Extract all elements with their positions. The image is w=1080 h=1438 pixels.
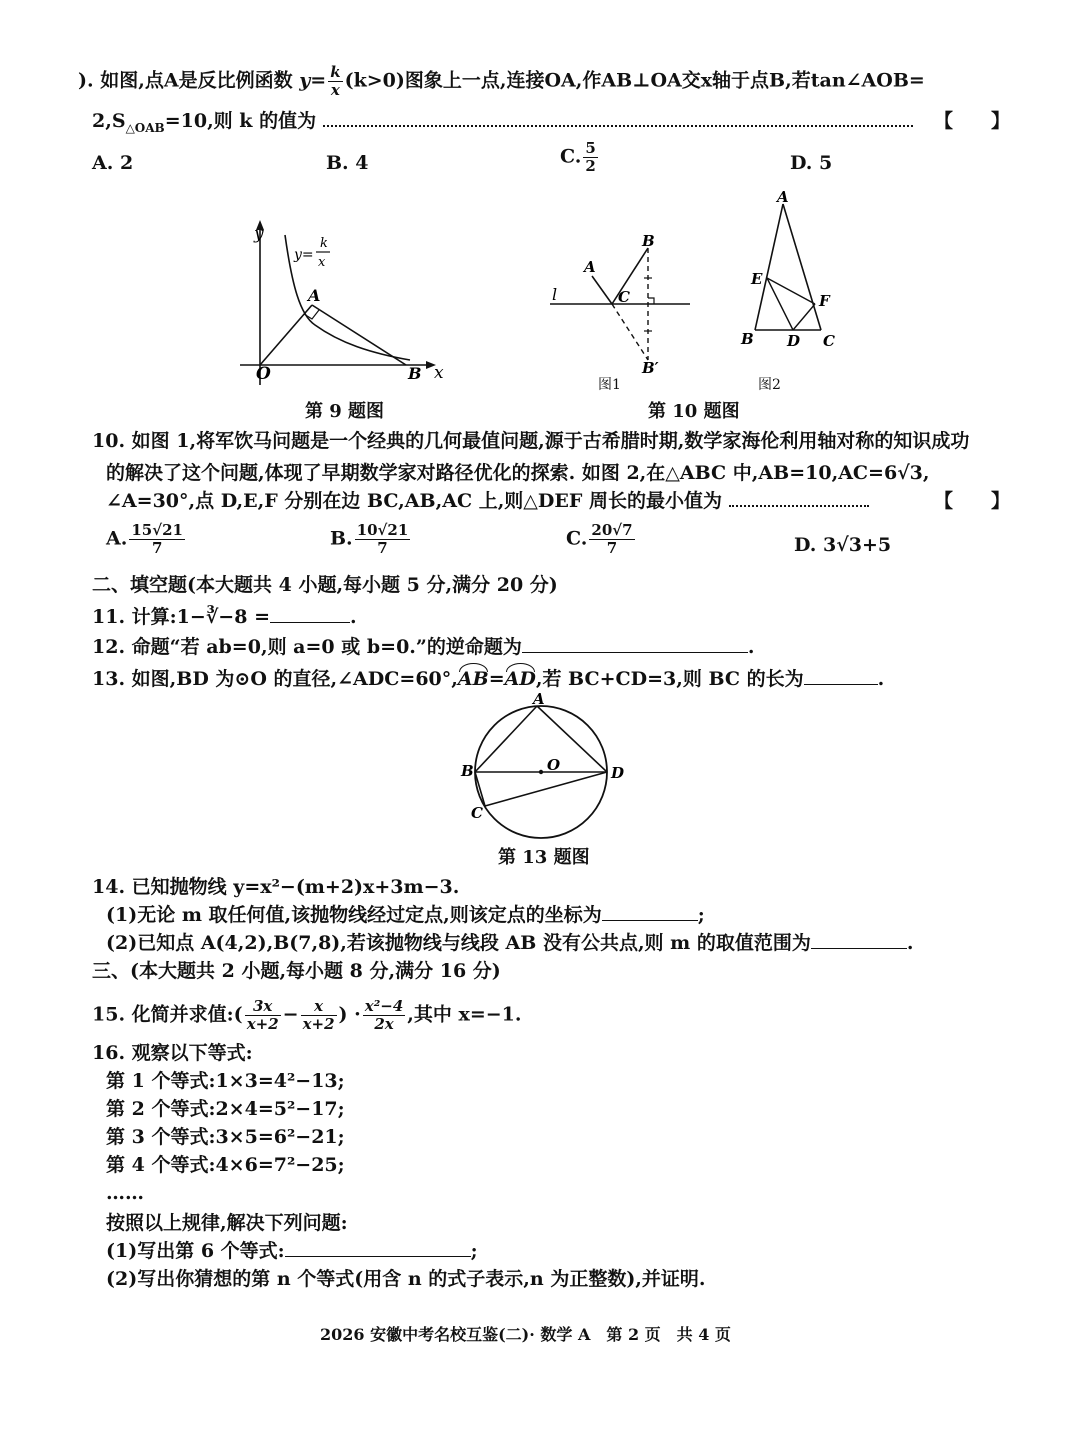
figure-13	[455, 692, 635, 842]
q16-part2: (2)写出你猜想的第 n 个等式(用含 n 的式子表示,n 为正整数),并证明.	[106, 1268, 706, 1290]
fig10-right-angle	[648, 298, 654, 304]
q16-part1-text: (1)写出第 6 个等式:	[106, 1240, 285, 1262]
q9-text-a: 如图,点A是反比例函数	[100, 69, 293, 92]
q12-end: .	[747, 636, 755, 658]
q15-frac1-den: x+2	[246, 1015, 279, 1033]
q10-option-a-num: 15√21	[131, 521, 183, 539]
q9-line2	[92, 108, 913, 141]
q13	[92, 666, 884, 692]
q10-option-c-prefix: C.	[566, 527, 588, 550]
fig13-chord-cd	[485, 772, 607, 806]
q9-line1	[78, 64, 925, 99]
q10-option-b	[330, 522, 412, 557]
q15-suffix: ,其中 x=−1.	[407, 1003, 522, 1026]
q15-frac2-den: x+2	[302, 1015, 335, 1033]
fig9-curve-label-den: x	[318, 255, 326, 270]
q15-frac3-num: x²−4	[364, 997, 404, 1015]
q16-eq1: 第 1 个等式:1×3=4²−13;	[106, 1070, 345, 1092]
q10-option-c-den: 7	[606, 539, 618, 557]
q9-subscript: △OAB	[125, 120, 165, 135]
q16-eq4: 第 4 个等式:4×6=7²−25;	[106, 1154, 345, 1176]
fig10-2-d-label: D	[787, 332, 801, 350]
q15	[92, 998, 522, 1033]
q10-option-c	[566, 522, 637, 557]
q12-text: 12. 命题“若 ab=0,则 a=0 或 b=0.”的逆命题为	[92, 636, 522, 658]
fig9-a-label: A	[308, 286, 321, 305]
q9-option-c-den: 2	[585, 157, 596, 175]
q16-eq3: 第 3 个等式:3×5=6²−21;	[106, 1126, 345, 1148]
q10-line3	[106, 488, 869, 514]
q9-option-c	[560, 140, 600, 175]
fig13-o-label: O	[547, 756, 561, 774]
q12-answer-blank[interactable]	[522, 634, 748, 653]
q11	[92, 604, 357, 630]
q10-option-a-frac	[129, 522, 185, 557]
fig10-l-label: l	[552, 285, 558, 304]
q15-minus: −	[282, 1003, 299, 1026]
fig9-segment-ab	[312, 305, 406, 365]
q9-option-a: A. 2	[92, 152, 134, 174]
q15-frac1	[245, 998, 281, 1033]
fig10-sub2: 图2	[758, 377, 781, 393]
q10-line3-text: ∠A=30°,点 D,E,F 分别在边 BC,AB,AC 上,则△DEF 周长的最小值为	[106, 490, 722, 512]
q10-option-c-frac	[589, 522, 634, 557]
fig10-b-label: B	[642, 232, 655, 250]
fig9-curve-label-y: y=	[294, 247, 314, 263]
fig9-curve-label-num: k	[320, 236, 328, 251]
q9-option-c-prefix: C.	[560, 145, 582, 168]
fig10-2-side-ab	[755, 204, 783, 330]
section-3-heading: 三、(本大题共 2 小题,每小题 8 分,满分 16 分)	[92, 960, 501, 982]
q16-eq2: 第 2 个等式:2×4=5²−17;	[106, 1098, 345, 1120]
fig13-a-label: A	[533, 692, 545, 708]
q10-line1: 10. 如图 1,将军饮马问题是一个经典的几何最值问题,源于古希腊时期,数学家海伦利用轴对称的知识成功	[92, 430, 970, 452]
q9-leader-dots	[323, 111, 913, 127]
fig10-caption: 第 10 题图	[648, 401, 740, 422]
q15-frac2	[301, 998, 337, 1033]
q16-rule: 按照以上规律,解决下列问题:	[106, 1212, 348, 1234]
q10-answer-bracket: 【 】	[934, 490, 1011, 512]
q16-title: 16. 观察以下等式:	[92, 1042, 253, 1064]
fig10-2-c-label: C	[823, 332, 835, 350]
q11-text: 11. 计算:1−∛−8 =	[92, 606, 270, 628]
q15-prefix: 15. 化简并求值:(	[92, 1003, 243, 1026]
q14-part2-end: .	[906, 932, 914, 954]
q10-leader-dots	[729, 491, 869, 507]
q9-number: ).	[78, 69, 94, 92]
q12	[92, 634, 754, 660]
q13-equals: =	[488, 668, 505, 690]
q9-func-y: y=	[299, 69, 327, 92]
fig13-d-label: D	[611, 764, 625, 782]
fig10-segment-cbp	[612, 304, 648, 360]
q9-line2-b: =10,则 k 的值为	[164, 110, 317, 132]
q9-frac-num: k	[330, 63, 341, 81]
q9-option-b: B. 4	[326, 152, 369, 174]
q10-line2: 的解决了这个问题,体现了早期数学家对路径优化的探索. 如图 2,在△ABC 中,AB=10,AC=6√3,	[106, 462, 930, 484]
q16-part1-end: ;	[470, 1240, 478, 1262]
q15-frac3	[363, 998, 406, 1033]
q9-line2-a: 2,S	[92, 110, 126, 132]
q13-text-a: 13. 如图,BD 为⊙O 的直径,∠ADC=60°,	[92, 668, 458, 690]
page-footer: 2026 安徽中考名校互鉴(二)· 数学 A 第 2 页 共 4 页	[320, 1325, 731, 1344]
fig9-caption: 第 9 题图	[305, 401, 385, 422]
q14-part1-end: ;	[697, 904, 705, 926]
q13-arc-ab: AB	[457, 668, 489, 690]
q9-option-d: D. 5	[790, 152, 833, 174]
q9-option-c-num: 5	[585, 139, 596, 157]
fig13-c-label: C	[471, 804, 483, 822]
q10-option-b-num: 10√21	[356, 521, 409, 539]
q13-arc-ad: AD	[504, 668, 536, 690]
q9-fraction	[328, 64, 342, 99]
figure-10-1	[540, 228, 700, 378]
q9-option-c-frac	[583, 140, 597, 175]
q14-part2-blank[interactable]	[811, 930, 907, 949]
q15-frac1-num: 3x	[245, 998, 281, 1016]
q13-answer-blank[interactable]	[804, 666, 878, 685]
fig10-2-e-label: E	[751, 270, 763, 288]
fig13-center-point	[539, 770, 543, 774]
fig10-segment-ac	[592, 276, 612, 304]
q15-frac2-num: x	[301, 998, 337, 1016]
q10-option-b-frac	[355, 522, 411, 557]
fig9-x-label: x	[434, 363, 444, 383]
fig13-b-label: B	[461, 762, 474, 780]
q10-option-b-prefix: B.	[330, 527, 353, 550]
figure-9	[230, 215, 460, 395]
fig10-a-label: A	[584, 258, 596, 276]
q13-text-b: ,若 BC+CD=3,则 BC 的长为	[535, 668, 804, 690]
q9-text-b: (k>0)图象上一点,连接OA,作AB⊥OA交x轴于点B,若tan∠AOB=	[344, 69, 925, 92]
q14-part1-text: (1)无论 m 取任何值,该抛物线经过定点,则该定点的坐标为	[106, 904, 602, 926]
q13-end: .	[877, 668, 885, 690]
fig10-2-a-label: A	[777, 188, 789, 206]
q14-part1-blank[interactable]	[602, 902, 698, 921]
q11-end: .	[350, 606, 357, 628]
q15-frac3-den: 2x	[374, 1015, 394, 1033]
fig10-c-label: C	[618, 288, 630, 306]
q9-answer-bracket: 【 】	[934, 110, 1011, 132]
q14-part1	[106, 902, 705, 928]
q10-option-d: D. 3√3+5	[794, 534, 892, 556]
fig10-2-f-label: F	[819, 292, 830, 310]
q11-answer-blank[interactable]	[270, 604, 350, 623]
q14-stem: 14. 已知抛物线 y=x²−(m+2)x+3m−3.	[92, 876, 460, 898]
fig10-2-b-label: B	[741, 330, 754, 348]
q10-option-c-num: 20√7	[591, 521, 633, 539]
q10-option-a-prefix: A.	[106, 527, 128, 550]
q16-ellipsis: ……	[106, 1182, 144, 1204]
q15-mid: ) ·	[338, 1003, 361, 1026]
q10-option-b-den: 7	[377, 539, 388, 557]
fig10-2-segment-df	[793, 304, 815, 330]
q16-part1-blank[interactable]	[285, 1238, 471, 1257]
fig9-y-label: y	[254, 224, 264, 244]
fig10-2-side-ac	[783, 204, 821, 330]
fig9-b-label: B	[408, 364, 422, 383]
fig10-bp-label: B′	[642, 359, 659, 377]
figure-10-2	[735, 188, 845, 358]
fig13-caption: 第 13 题图	[498, 847, 590, 868]
fig9-o-label: O	[256, 364, 271, 384]
q14-part2-text: (2)已知点 A(4,2),B(7,8),若该抛物线与线段 AB 没有公共点,则 m 的取值范围为	[106, 932, 811, 954]
q16-part1	[106, 1238, 478, 1264]
section-2-heading: 二、填空题(本大题共 4 小题,每小题 5 分,满分 20 分)	[92, 574, 558, 596]
q9-frac-den: x	[330, 81, 340, 99]
q10-option-a-den: 7	[151, 539, 163, 557]
fig10-sub1: 图1	[598, 377, 621, 393]
q10-option-a	[106, 522, 187, 557]
q14-part2	[106, 930, 914, 956]
